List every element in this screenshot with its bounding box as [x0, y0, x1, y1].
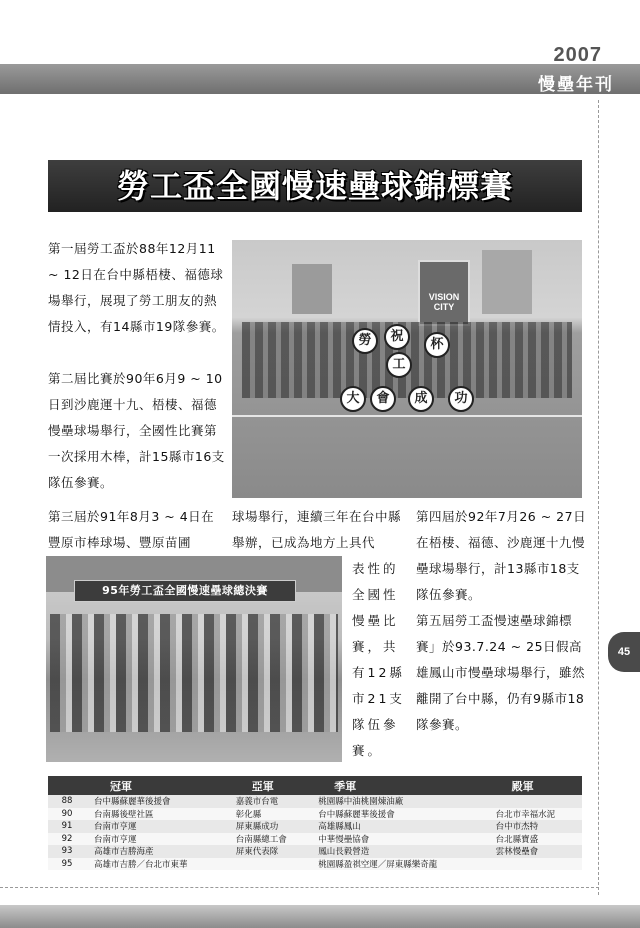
cheer-disc: 祝: [384, 324, 410, 350]
paragraph-third-edition: 第三屆於91年8月3 ~ 4日在豐原市棒球場、豐原苗圃: [48, 509, 215, 550]
cell-champion: 台南市亨運: [86, 833, 228, 846]
cell-fourth: 台北市幸福水泥: [488, 808, 582, 821]
cell-year: 90: [48, 808, 86, 821]
page-frame-bottom: [0, 887, 599, 888]
cell-runner-up: 嘉義市台電: [228, 795, 310, 808]
cell-year: 91: [48, 820, 86, 833]
cheer-disc: 工: [386, 352, 412, 378]
page-number: 45: [608, 632, 640, 672]
results-table: [48, 776, 582, 870]
results-header-row: [48, 776, 582, 795]
cheer-disc: 成: [408, 386, 434, 412]
cell-champion: 高雄市吉勝／台北市東華: [86, 858, 228, 871]
cell-year: 88: [48, 795, 86, 808]
cell-third: 鳳山長毅營造: [310, 845, 487, 858]
cell-fourth: 雲林慢壘會: [488, 845, 582, 858]
cell-runner-up: 彰化縣: [228, 808, 310, 821]
table-row: [48, 795, 582, 808]
cheer-disc: 杯: [424, 332, 450, 358]
cell-fourth: 台北縣寶盛: [488, 833, 582, 846]
cell-runner-up: 屏東縣成功: [228, 820, 310, 833]
cell-third: 桃園縣盈祺空運／屏東縣樂奇龍: [310, 858, 487, 871]
cell-champion: 台南縣後壁社區: [86, 808, 228, 821]
table-row: [48, 858, 582, 871]
cheer-disc: 功: [448, 386, 474, 412]
paragraph-third-edition-cont: 球場舉行，連續三年在台中縣舉辦，已成為地方上具代: [232, 509, 402, 550]
cell-fourth: 台中市杰特: [488, 820, 582, 833]
cell-fourth: [488, 795, 582, 808]
photo-cheerleaders: [232, 240, 582, 498]
paragraph-first-edition: 第一屆勞工盃於88年12月11 ~ 12日在台中縣梧棲、福德球場舉行，展現了勞工朋友的熱情投入，有14縣市19隊參賽。: [48, 241, 225, 334]
table-row: [48, 808, 582, 821]
photo-building: [292, 264, 332, 314]
cell-champion: 台南市亨運: [86, 820, 228, 833]
cell-third: 台中縣蘇麗華後援會: [310, 808, 487, 821]
cell-third: 高雄縣鳳山: [310, 820, 487, 833]
photo-team-group: [46, 556, 342, 762]
results-header-fourth: 殿軍: [488, 776, 582, 795]
results-header-champion: 冠軍: [86, 776, 228, 795]
cheer-disc: 勞: [352, 328, 378, 354]
header-year: 2007: [553, 44, 602, 66]
footer-band: [0, 905, 640, 928]
photo-event-banner: 95年勞工盃全國慢速壘球總決賽: [74, 580, 296, 602]
cell-runner-up: 屏東代表隊: [228, 845, 310, 858]
article-title: 勞工盃全國慢速壘球錦標賽: [116, 167, 513, 205]
results-header-year: [48, 776, 86, 795]
photo-field-line: [232, 415, 582, 417]
cell-year: 93: [48, 845, 86, 858]
table-row: [48, 833, 582, 846]
cell-champion: 高雄市吉勝海產: [86, 845, 228, 858]
cell-fourth: [488, 858, 582, 871]
paragraph-second-edition: 第二屆比賽於90年6月9 ~ 10日到沙鹿運十九、梧棲、福德慢壘球場舉行，全國性比賽第一次採用木棒，計15縣市16支隊伍參賽。: [48, 371, 225, 490]
results-header-runner-up: 亞軍: [228, 776, 310, 795]
photo-building: [482, 250, 532, 314]
cell-runner-up: [228, 858, 310, 871]
billboard-text: VISION CITY: [428, 292, 460, 312]
paragraph-fourth-edition: 第四屆於92年7月26 ~ 27日在梧棲、福德、沙鹿運十九慢壘球場舉行，計13縣市18支隊伍參賽。: [416, 509, 587, 602]
cell-runner-up: 台南縣總工會: [228, 833, 310, 846]
photo-billboard: [418, 260, 470, 326]
cell-champion: 台中縣蘇麗華後援會: [86, 795, 228, 808]
cell-third: 桃園縣中油桃園煉油廠: [310, 795, 487, 808]
cheer-disc: 會: [370, 386, 396, 412]
cell-year: 92: [48, 833, 86, 846]
paragraph-third-edition-side: 表性的全國性慢壘比賽，共有12縣市21支隊伍參賽。: [352, 561, 405, 758]
table-row: [48, 820, 582, 833]
paragraph-fifth-edition: 第五屆勞工盃慢速壘球錦標賽」於93.7.24 ~ 25日假高雄鳳山市慢壘球場舉行，雖然離開了台中縣，仍有9縣市18隊參賽。: [416, 613, 586, 732]
table-row: [48, 845, 582, 858]
results-header-third: 季軍: [310, 776, 487, 795]
photo-team-members: [50, 614, 338, 732]
article-banner: [48, 160, 582, 212]
cell-year: 95: [48, 858, 86, 871]
page-frame-right: [598, 100, 599, 895]
cell-third: 中華慢壘協會: [310, 833, 487, 846]
header-title: 慢壘年刊: [538, 75, 614, 95]
cheer-disc: 大: [340, 386, 366, 412]
